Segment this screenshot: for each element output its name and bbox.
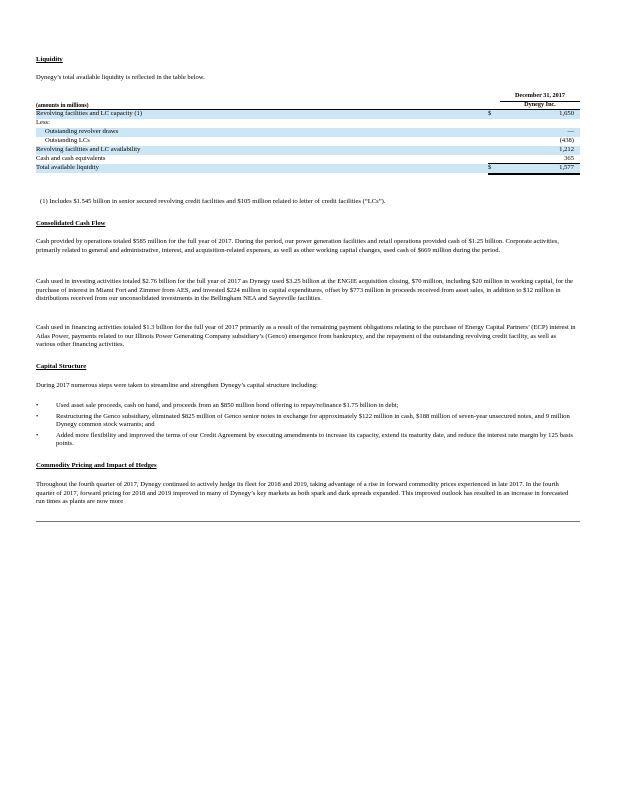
capital-structure-intro: During 2017 numerous steps were taken to streamline and strengthen Dynegy’s capital structure including: xyxy=(36,382,318,389)
row-label: Outstanding revolver draws xyxy=(45,128,119,135)
row-label: Revolving facilities and LC capacity (1) xyxy=(36,110,143,117)
row-label: Revolving facilities and LC availability xyxy=(36,146,141,153)
hedges-paragraph: Throughout the fourth quarter of 2017, Dynegy continued to actively hedge its fleet for 2018 and 2019, taking advantage of a rise in forward commodity prices experienced in late 2017. In the fourth quarter of 2017, forward pricing for 2018 and 2019 improved in many of Dynegy’s key markets as both spark and dark spreads expanded. This improved outlook has resulted in an increase in forecasted run times as plants are now more xyxy=(36,481,569,506)
hedges-heading: Commodity Pricing and Impact of Hedges xyxy=(36,462,157,469)
cash-flow-paragraph-3: Cash used in financing activities totaled $1.3 billion for the full year of 2017 primarily as a result of the remaining payment obligations relating to the purchase of Energy Capital Partners’ (ECP) interest in Atlas Power, payments related to our Illinois Power Generating Company subsidiary’s (Genco) emergence from bankruptcy, and the repayment of the outstanding revolving credit facility, as well as various other financing activities. xyxy=(36,324,576,349)
row-label: Cash and cash equivalents xyxy=(36,155,106,162)
row-value: 1,212 xyxy=(559,146,574,153)
total-double-rule xyxy=(488,173,580,175)
bullet-icon: • xyxy=(36,431,39,439)
table-date-header: December 31, 2017 xyxy=(515,92,565,99)
row-value: 1,577 xyxy=(559,164,574,171)
cash-flow-paragraph-1: Cash provided by operations totaled $585 million for the full year of 2017. During the period, our power generation facilities and retail operations provided cash of $1.25 billion. Corporate activities, primarily related to general and administrative, interest, and acquisition-related expenses, as well as other working capital changes, used cash of $669 million during the period. xyxy=(36,238,559,254)
table-row xyxy=(36,164,580,173)
page-end-rule xyxy=(36,521,580,522)
capital-structure-list xyxy=(36,402,580,451)
row-currency: $ xyxy=(488,110,492,117)
liquidity-heading: Liquidity xyxy=(36,56,63,63)
table-row xyxy=(36,119,580,128)
total-top-rule xyxy=(488,163,580,164)
amounts-label: (amounts in millions) xyxy=(36,103,89,109)
list-item-text: Restructuring the Genco subsidiary, eliminated $825 million of Genco senior notes in exchange for approximately $122 million in cash, $188 million of seven-year unsecured notes, and 9 million Dynegy common stock warrants; and xyxy=(56,412,570,429)
row-label: Total available liquidity xyxy=(36,164,99,171)
row-value: 1,650 xyxy=(559,110,574,117)
cash-flow-paragraph-2: Cash used in investing activities totaled $2.76 billion for the full year of 2017 as Dynegy used $3.25 billion at the ENGIE acquisition closing, $70 million, including $20 million in working capital, for the purchase of interest in Miami Fort and Zimmer from AES, and invested $224 million in capital expenditures, offset by $773 million in proceeds received from asset sales, in addition to $12 million in distributions received from our unconsolidated investments in the Bellingham NEA and Sayreville facilities. xyxy=(36,278,573,303)
list-item xyxy=(36,402,580,411)
table-row xyxy=(36,110,580,119)
capital-structure-heading: Capital Structure xyxy=(36,363,87,370)
list-item xyxy=(36,413,580,430)
row-value: 365 xyxy=(564,155,574,162)
list-item-text: Added more flexibility and improved the terms of our Credit Agreement by executing amendments to increase its capacity, extend its maturity date, and reduce the interest rate margin by 125 basis points. xyxy=(56,431,573,448)
table-row xyxy=(36,146,580,155)
row-currency: $ xyxy=(488,164,492,171)
row-value: — xyxy=(567,128,574,135)
table-entity-header: Dynegy Inc. xyxy=(524,101,556,108)
cash-flow-heading: Consolidated Cash Flow xyxy=(36,220,106,227)
row-label: Outstanding LCs xyxy=(45,137,90,144)
row-value: (438) xyxy=(559,137,574,144)
bullet-icon: • xyxy=(36,402,39,409)
list-item-text: Used asset sale proceeds, cash on hand, and proceeds from an $850 million bond offering to repay/refinance $1.75 billion in debt; xyxy=(56,402,399,409)
table-row xyxy=(36,128,580,137)
table-row xyxy=(36,137,580,146)
row-label: Less: xyxy=(36,119,50,126)
liquidity-intro: Dynegy’s total available liquidity is reflected in the table below. xyxy=(36,74,205,81)
bullet-icon: • xyxy=(36,412,39,420)
list-item xyxy=(36,432,580,449)
liquidity-footnote: (1) Includes $1.545 billion in senior secured revolving credit facilities and $105 million related to letter of credit facilities (“LCs”). xyxy=(40,198,386,205)
